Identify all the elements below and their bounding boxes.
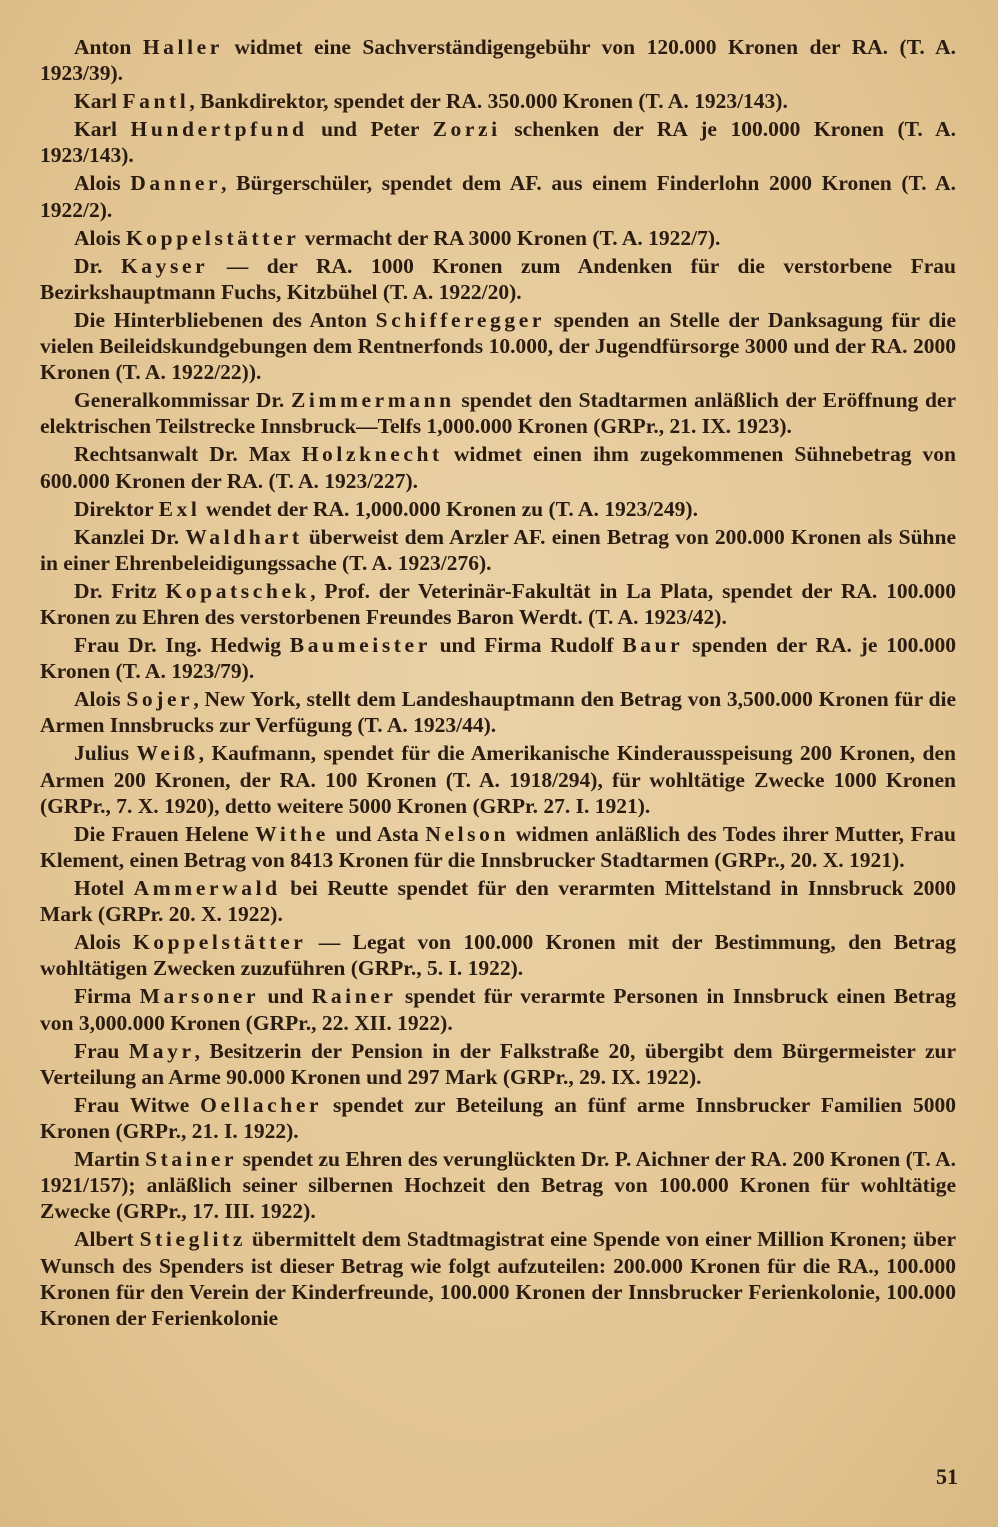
paragraph [40,524,956,576]
spaced-name: Stieglitz [139,1227,247,1252]
text-segment: Alois [74,225,126,250]
text-segment: widmet eine Sachverständigengebühr von 120.000 Kronen der RA. (T. A. 1923/39). [40,35,956,86]
text-segment: , Besitzerin der Pension in der Falkstraße 20, übergibt dem Bürgermeister zur Verteilung an Arme 90.000 Kronen und 297 Mark (GRPr., 29. IX. 1922). [40,1038,956,1089]
spaced-name: Stainer [145,1147,238,1172]
text-segment: überweist dem Arzler AF. einen Betrag von 200.000 Kronen als Sühne in einer Ehrenbeleidigungssache (T. A. 1923/276). [40,524,956,575]
text-segment: Kanzlei Dr. [74,524,186,549]
text-segment: Dr. Fritz [74,578,166,603]
spaced-name: Nelson [425,821,510,846]
text-segment: Rechtsanwalt Dr. Max [74,442,302,467]
text-segment: Generalkommissar Dr. [74,388,291,413]
text-segment: spenden an Stelle der Danksagung für die vielen Beileidskundgebungen dem Rentnerfonds 10.000, der Jugendfürsorge 3000 und der RA. 2000 Kronen (T. A. 1922/22)). [40,307,956,385]
paragraph [40,983,956,1035]
paragraph [40,578,956,630]
paragraph [40,1226,956,1331]
text-segment: , New York, stellt dem Landeshauptmann den Betrag von 3,500.000 Kronen für die Armen Innsbrucks zur Verfügung (T. A. 1923/44). [40,687,956,738]
paragraph [40,821,956,873]
paragraph [40,225,956,251]
text-segment: spendet für verarmte Personen in Innsbruck einen Betrag von 3,000.000 Kronen (GRPr., 22. XII. 1922). [40,984,956,1035]
text-segment: , Kaufmann, spendet für die Amerikanische Kinderausspeisung 200 Kronen, den Armen 200 Kronen, der RA. 100 Kronen (T. A. 1918/294), für wohltätige Zwecke 1000 Kronen (GRPr., 7. X. 1920), detto weitere 5000 Kronen (GRPr. 27. I. 1921). [40,741,956,818]
text-segment: spendet zu Ehren des verunglückten Dr. P. Aichner der RA. 200 Kronen (T. A. 1921/157); anläßlich seiner silbernen Hochzeit den Betrag von 100.000 Kronen für wohltätige Zwecke (GRPr., 17. III. 1922). [40,1147,956,1224]
text-segment: Die Frauen Helene [74,821,256,846]
text-segment: widmet einen ihm zugekommenen Sühnebetrag von 600.000 Kronen der RA. (T. A. 1923/227). [40,442,956,493]
paragraph [40,875,956,927]
text-body [40,34,956,1333]
paragraph [40,496,956,522]
text-segment: — Legat von 100.000 Kronen mit der Bestimmung, den Betrag wohltätigen Zwecken zuzuführen (GRPr., 5. I. 1922). [40,930,956,981]
spaced-name: Waldhart [185,524,303,549]
text-segment: Alois [74,171,131,196]
spaced-name: Kayser [120,253,209,278]
spaced-name: Schifferegger [375,307,546,332]
text-segment: Hotel [74,876,134,901]
paragraph [40,253,956,305]
paragraph [40,1092,956,1144]
text-segment: vermacht der RA 3000 Kronen (T. A. 1922/7). [299,225,721,250]
text-segment: Frau Dr. Ing. Hedwig [74,633,290,658]
text-segment: Alois [74,930,133,955]
text-segment: schenken der RA je 100.000 Kronen (T. A. 1923/143). [40,117,956,168]
spaced-name: Rainer [311,984,397,1009]
spaced-name: Ammerwald [133,876,281,901]
text-segment: Anton [74,35,143,59]
spaced-name: Oellacher [200,1092,323,1117]
text-segment: Firma [74,984,140,1009]
spaced-name: Koppelstätter [132,930,307,955]
paragraph [40,387,956,439]
spaced-name: Danner [130,171,222,196]
text-segment: wendet der RA. 1,000.000 Kronen zu (T. A. 1923/249). [200,496,698,521]
text-segment: und Peter [307,117,433,142]
spaced-name: Weiß [136,741,199,766]
text-segment: spendet den Stadtarmen anläßlich der Eröffnung der elektrischen Teilstrecke Innsbruck—Telfs 1,000.000 Kronen (GRPr., 21. IX. 1923). [40,388,956,439]
paragraph [40,740,956,819]
text-segment: übermittelt dem Stadtmagistrat eine Spende von einer Million Kronen; über Wunsch des Spenders ist dieser Betrag wie folgt aufzuteilen: 200.000 Kronen für die RA., 100.000 Kronen für den Verein der Kinderfreunde, 100.000 Kronen der Innsbrucker Ferienkolonie, 100.000 Kronen der Ferienkolonie [40,1227,956,1331]
text-segment: , Bankdirektor, spendet der RA. 350.000 Kronen (T. A. 1923/143). [189,89,788,114]
paragraph [40,307,956,386]
paragraph [40,88,956,114]
paragraph [40,686,956,738]
text-segment: und [259,984,312,1009]
paragraph [40,34,956,86]
text-segment: und Firma Rudolf [430,633,623,658]
spaced-name: Hundertpfund [130,117,308,142]
page-number: 51 [936,1464,958,1489]
spaced-name: Zorzi [432,117,501,142]
spaced-name: Fantl [122,89,190,114]
text-segment: bei Reutte spendet für den verarmten Mittelstand in Innsbruck 2000 Mark (GRPr. 20. X. 1922). [40,876,956,927]
text-segment: widmen anläßlich des Todes ihrer Mutter, Frau Klement, einen Betrag von 8413 Kronen für die Innsbrucker Stadtarmen (GRPr., 20. X. 1921). [40,821,956,873]
paragraph [40,1038,956,1090]
spaced-name: Withe [255,821,329,846]
spaced-name: Koppelstätter [125,225,300,250]
paragraph [40,441,956,493]
spaced-name: Marsoner [139,984,260,1009]
spaced-name: Haller [142,35,223,59]
text-segment: Julius [74,741,137,766]
text-segment: spendet zur Beteilung an fünf arme Innsbrucker Familien 5000 Kronen (GRPr., 21. I. 1922). [40,1092,956,1144]
text-segment: , Prof. der Veterinär-Fakultät in La Plata, spendet der RA. 100.000 Kronen zu Ehren des verstorbenen Freundes Baron Werdt. (T. A. 1923/42). [40,578,956,630]
text-segment: Dr. [74,253,121,278]
text-segment: , Bürgerschüler, spendet dem AF. aus einem Finderlohn 2000 Kronen (T. A. 1922/2). [40,171,956,222]
paragraph [40,116,956,168]
text-segment: — der RA. 1000 Kronen zum Andenken für die verstorbene Frau Bezirkshauptmann Fuchs, Kitzbühel (T. A. 1922/20). [40,253,956,304]
text-segment: Frau [74,1038,129,1063]
paragraph [40,929,956,981]
spaced-name: Exl [158,496,201,521]
paragraph [40,170,956,222]
text-segment: Frau Witwe [74,1092,201,1117]
text-segment: Martin [74,1147,146,1172]
spaced-name: Sojer [126,687,194,712]
text-segment: und Asta [328,821,426,846]
text-segment: Karl [74,89,123,114]
spaced-name: Baur [622,633,684,658]
spaced-name: Baumeister [289,633,431,658]
text-segment: Die Hinterbliebenen des Anton [74,307,376,332]
spaced-name: Zimmermann [290,388,455,413]
paragraph [40,632,956,684]
text-segment: spenden der RA. je 100.000 Kronen (T. A. 1923/79). [40,633,956,684]
paragraph [40,1146,956,1225]
text-segment: Karl [74,117,131,142]
spaced-name: Kopatschek [165,578,311,603]
spaced-name: Holzknecht [301,442,443,467]
spaced-name: Mayr [128,1038,195,1063]
text-segment: Direktor [74,496,159,521]
text-segment: Albert [74,1227,140,1252]
text-segment: Alois [74,687,127,712]
